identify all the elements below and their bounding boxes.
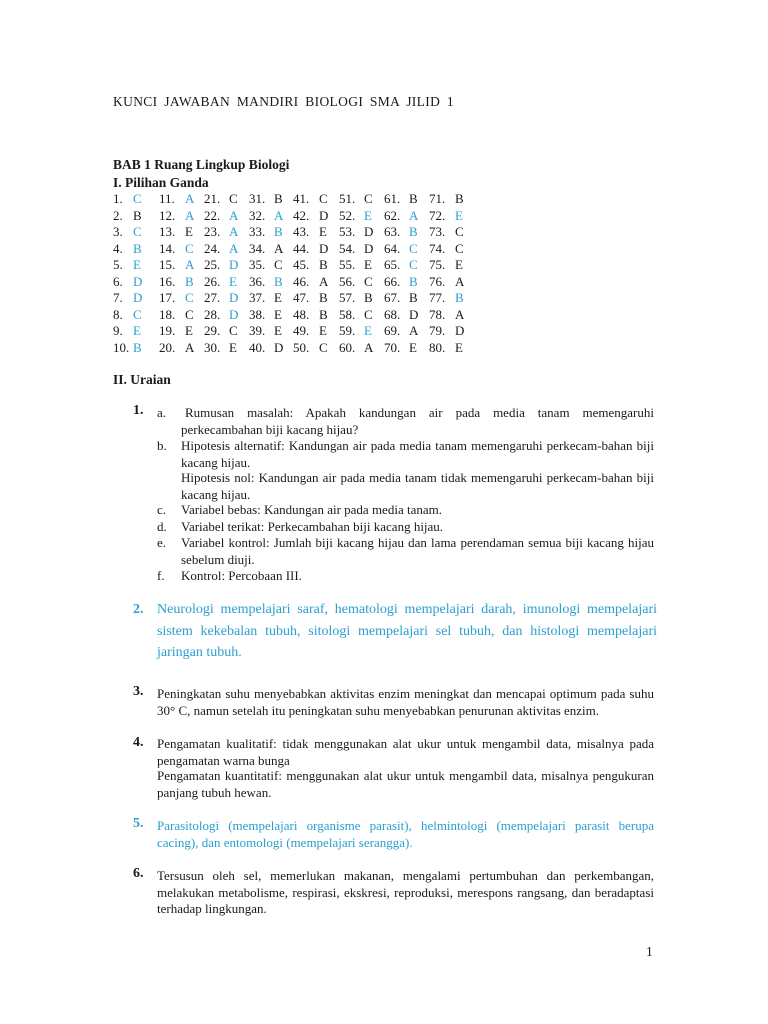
- answer-letter: E: [319, 323, 327, 338]
- answer-cell: [384, 306, 419, 324]
- answer-letter: A: [455, 306, 465, 322]
- question-number: 74.: [429, 240, 446, 256]
- answer-letter: C: [409, 257, 418, 272]
- item-text: Variabel terikat: Perkecambahan biji kacang hijau.: [181, 519, 444, 534]
- answer-cell: [429, 240, 464, 258]
- item-text: Hipotesis nol: Kandungan air pada media tanam tidak memengaruhi perkecam-bahan biji kacang hijau.: [181, 470, 654, 502]
- answer-cell: [293, 191, 328, 208]
- question-number: 56.: [339, 273, 356, 289]
- answer-cell: [204, 240, 239, 258]
- answer-cell: [384, 224, 418, 241]
- answer-cell: [384, 207, 419, 225]
- question-number: 75.: [429, 257, 446, 272]
- chapter-title: BAB 1 Ruang Lingkup Biologi: [113, 157, 290, 172]
- answer-cell: [429, 191, 464, 208]
- question-number: 51.: [339, 191, 356, 206]
- answer-letter: E: [409, 339, 417, 355]
- question-number: 5.: [113, 257, 123, 272]
- answer-cell: [293, 273, 329, 291]
- answer-letter: D: [409, 306, 419, 322]
- question-number: 71.: [429, 191, 446, 206]
- question-6-answer: Tersusun oleh sel, memerlukan makanan, mengalami pertumbuhan dan perkembangan, melakukan metabolisme, respirasi, ekskresi, reproduksi, merespons rangsang, dan beradaptasi terhadap lingkungan.: [157, 868, 654, 916]
- answer-cell: [113, 257, 141, 274]
- question-number: 80.: [429, 339, 446, 355]
- question-number: 45.: [293, 257, 310, 272]
- answer-cell: [159, 290, 194, 307]
- question-number: 38.: [249, 306, 266, 322]
- answer-cell: [204, 224, 239, 241]
- answer-letter: A: [185, 339, 195, 355]
- answer-letter: B: [274, 191, 283, 206]
- essay-section-title: II. Uraian: [113, 372, 171, 387]
- answer-letter: B: [133, 207, 142, 223]
- answer-cell: [204, 290, 239, 307]
- answer-letter: D: [455, 323, 465, 338]
- answer-cell: [293, 207, 329, 225]
- answer-letter: C: [274, 257, 283, 272]
- question-1-number: 1.: [133, 403, 144, 418]
- question-5-number: 5.: [133, 816, 144, 831]
- question-4-answer-qualitative: Pengamatan kualitatif: tidak menggunakan alat ukur untuk mengambil data, misalnya pada pengamatan warna bunga: [157, 736, 654, 768]
- answer-letter: B: [409, 273, 418, 289]
- answer-letter: C: [364, 273, 373, 289]
- answer-cell: [293, 323, 327, 340]
- answer-letter: A: [274, 240, 284, 256]
- answer-cell: [429, 323, 465, 340]
- answer-letter: B: [455, 191, 464, 206]
- question-number: 4.: [113, 240, 123, 256]
- item-label: c.: [157, 502, 167, 517]
- question-number: 48.: [293, 306, 310, 322]
- question-number: 59.: [339, 323, 356, 338]
- question-number: 31.: [249, 191, 266, 206]
- answer-letter: E: [274, 290, 282, 305]
- question-number: 17.: [159, 290, 176, 305]
- answer-cell: [384, 290, 418, 307]
- answer-cell: [113, 224, 142, 241]
- answer-cell: [384, 257, 418, 274]
- question-number: 62.: [384, 207, 401, 223]
- question-number: 67.: [384, 290, 401, 305]
- question-number: 6.: [113, 273, 123, 289]
- question-number: 49.: [293, 323, 310, 338]
- answer-letter: E: [133, 323, 141, 338]
- page-number: 1: [646, 944, 653, 959]
- answer-cell: [159, 306, 194, 324]
- answer-letter: C: [185, 290, 194, 305]
- answer-letter: C: [185, 240, 194, 256]
- question-3-answer: Peningkatan suhu menyebabkan aktivitas enzim meningkat dan mencapai optimum pada suhu 30° C, namun setelah itu peningkatan suhu menyebabkan penurunan aktivitas enzim.: [157, 686, 654, 718]
- answer-letter: D: [319, 207, 329, 223]
- question-number: 52.: [339, 207, 356, 223]
- answer-letter: E: [185, 224, 193, 239]
- answer-cell: [249, 224, 283, 241]
- answer-cell: [429, 257, 463, 274]
- question-number: 61.: [384, 191, 401, 206]
- answer-cell: [249, 273, 283, 291]
- answer-cell: [113, 306, 142, 324]
- answer-cell: [429, 306, 465, 324]
- question-number: 37.: [249, 290, 266, 305]
- question-number: 16.: [159, 273, 176, 289]
- answer-letter: A: [229, 240, 239, 256]
- answer-letter: B: [133, 339, 142, 355]
- question-3-number: 3.: [133, 684, 144, 699]
- question-number: 46.: [293, 273, 310, 289]
- answer-cell: [293, 306, 328, 324]
- question-number: 13.: [159, 224, 176, 239]
- item-text: Hipotesis alternatif: Kandungan air pada media tanam memengaruhi perkecam-bahan biji kacang hijau.: [181, 438, 654, 470]
- question-2-number: 2.: [133, 602, 144, 617]
- answer-letter: A: [274, 207, 284, 223]
- answer-letter: E: [455, 207, 463, 223]
- question-number: 22.: [204, 207, 221, 223]
- answer-letter: A: [229, 207, 239, 223]
- answer-cell: [293, 339, 328, 357]
- answer-letter: C: [364, 306, 373, 322]
- answer-cell: [159, 224, 193, 241]
- question-number: 73.: [429, 224, 446, 239]
- answer-letter: A: [455, 273, 465, 289]
- answer-letter: C: [229, 191, 238, 206]
- question-number: 66.: [384, 273, 401, 289]
- answer-letter: A: [185, 191, 195, 206]
- item-text: Variabel bebas: Kandungan air pada media tanam.: [181, 502, 442, 517]
- question-number: 21.: [204, 191, 221, 206]
- answer-cell: [113, 191, 142, 208]
- answer-letter: D: [133, 290, 143, 305]
- answer-cell: [113, 207, 142, 225]
- answer-letter: C: [319, 191, 328, 206]
- answer-cell: [113, 290, 143, 307]
- answer-cell: [249, 191, 283, 208]
- answer-letter: C: [455, 224, 464, 239]
- answer-letter: B: [274, 224, 283, 239]
- question-number: 25.: [204, 257, 221, 272]
- question-number: 3.: [113, 224, 123, 239]
- question-5-answer: Parasitologi (mempelajari organisme parasit), helmintologi (mempelajari parasit berupa cacing), dan entomologi (mempelajari serangga).: [157, 818, 654, 850]
- question-number: 57.: [339, 290, 356, 305]
- answer-cell: [159, 191, 195, 208]
- answer-cell: [339, 290, 373, 307]
- question-number: 68.: [384, 306, 401, 322]
- answer-cell: [384, 191, 418, 208]
- question-number: 14.: [159, 240, 176, 256]
- question-number: 41.: [293, 191, 310, 206]
- answer-cell: [339, 224, 374, 241]
- question-number: 8.: [113, 306, 123, 322]
- answer-letter: B: [319, 290, 328, 305]
- item-label: b.: [157, 438, 167, 453]
- answer-cell: [293, 290, 328, 307]
- question-number: 77.: [429, 290, 446, 305]
- question-number: 19.: [159, 323, 176, 338]
- answer-cell: [429, 224, 464, 241]
- item-label: a.: [157, 405, 167, 420]
- answer-letter: E: [133, 257, 141, 272]
- answer-cell: [204, 339, 237, 357]
- question-number: 53.: [339, 224, 356, 239]
- answer-cell: [113, 323, 141, 340]
- answer-letter: B: [409, 290, 418, 305]
- answer-letter: D: [319, 240, 329, 256]
- answer-letter: A: [185, 207, 195, 223]
- answer-cell: [249, 323, 282, 340]
- answer-letter: C: [319, 339, 328, 355]
- answer-cell: [339, 339, 374, 357]
- question-number: 58.: [339, 306, 356, 322]
- answer-letter: E: [455, 257, 463, 272]
- answer-cell: [113, 273, 143, 291]
- question-number: 28.: [204, 306, 221, 322]
- answer-cell: [159, 240, 194, 258]
- question-number: 70.: [384, 339, 401, 355]
- question-number: 40.: [249, 339, 266, 355]
- answer-letter: D: [364, 240, 374, 256]
- question-number: 9.: [113, 323, 123, 338]
- answer-letter: E: [319, 224, 327, 239]
- answer-letter: A: [185, 257, 195, 272]
- answer-cell: [159, 323, 193, 340]
- answer-letter: D: [229, 257, 239, 272]
- question-number: 65.: [384, 257, 401, 272]
- item-label: f.: [157, 568, 165, 583]
- answer-cell: [204, 257, 239, 274]
- answer-cell: [159, 207, 195, 225]
- multiple-choice-section-title: I. Pilihan Ganda: [113, 175, 209, 190]
- answer-letter: E: [185, 323, 193, 338]
- answer-letter: E: [455, 339, 463, 355]
- answer-letter: B: [409, 224, 418, 239]
- question-number: 12.: [159, 207, 176, 223]
- answer-letter: E: [364, 323, 372, 338]
- question-number: 7.: [113, 290, 123, 305]
- answer-letter: C: [185, 306, 194, 322]
- answer-letter: A: [229, 224, 239, 239]
- question-number: 30.: [204, 339, 221, 355]
- answer-letter: B: [133, 240, 142, 256]
- item-text: Variabel kontrol: Jumlah biji kacang hijau dan lama perendaman semua biji kacang hijau sebelum diuji.: [181, 535, 654, 567]
- answer-cell: [159, 257, 195, 274]
- question-number: 39.: [249, 323, 266, 338]
- answer-cell: [204, 306, 239, 324]
- answer-letter: E: [229, 339, 237, 355]
- question-number: 79.: [429, 323, 446, 338]
- question-number: 32.: [249, 207, 266, 223]
- question-number: 54.: [339, 240, 356, 256]
- document-title: KUNCI JAWABAN MANDIRI BIOLOGI SMA JILID 1: [113, 94, 455, 109]
- question-number: 72.: [429, 207, 446, 223]
- answer-letter: C: [133, 306, 142, 322]
- answer-cell: [429, 207, 463, 225]
- question-number: 78.: [429, 306, 446, 322]
- question-number: 18.: [159, 306, 176, 322]
- answer-cell: [339, 240, 374, 258]
- question-number: 1.: [113, 191, 123, 206]
- answer-cell: [249, 290, 282, 307]
- answer-letter: D: [229, 306, 239, 322]
- answer-letter: C: [455, 240, 464, 256]
- answer-cell: [384, 273, 418, 291]
- answer-letter: B: [319, 257, 328, 272]
- question-number: 44.: [293, 240, 310, 256]
- question-number: 20.: [159, 339, 176, 355]
- answer-cell: [204, 323, 238, 340]
- question-number: 29.: [204, 323, 221, 338]
- question-number: 76.: [429, 273, 446, 289]
- question-number: 64.: [384, 240, 401, 256]
- answer-cell: [293, 257, 328, 274]
- answer-cell: [249, 207, 284, 225]
- question-number: 50.: [293, 339, 310, 355]
- question-number: 26.: [204, 273, 221, 289]
- item-text: Rumusan masalah: Apakah kandungan air pada media tanam memengaruhi perkecambahan biji kacang hijau?: [181, 405, 654, 437]
- answer-letter: D: [364, 224, 374, 239]
- answer-cell: [113, 240, 142, 258]
- question-2-answer: Neurologi mempelajari saraf, hematologi mempelajari darah, imunologi mempelajari sistem kekebalan tubuh, sitologi mempelajari sel tubuh, dan histologi mempelajari jaringan tubuh.: [157, 602, 657, 660]
- question-number: 23.: [204, 224, 221, 239]
- answer-letter: C: [364, 191, 373, 206]
- answer-cell: [293, 240, 329, 258]
- answer-letter: B: [455, 290, 464, 305]
- answer-letter: B: [185, 273, 194, 289]
- answer-letter: D: [229, 290, 239, 305]
- item-label: e.: [157, 535, 167, 550]
- question-number: 10.: [113, 339, 130, 355]
- question-number: 34.: [249, 240, 266, 256]
- answer-letter: C: [133, 191, 142, 206]
- question-number: 15.: [159, 257, 176, 272]
- question-number: 42.: [293, 207, 310, 223]
- question-number: 35.: [249, 257, 266, 272]
- answer-cell: [429, 273, 465, 291]
- answer-letter: B: [319, 306, 328, 322]
- question-number: 60.: [339, 339, 356, 355]
- answer-cell: [339, 273, 373, 291]
- answer-letter: C: [409, 240, 418, 256]
- question-number: 36.: [249, 273, 266, 289]
- answer-cell: [249, 339, 284, 357]
- answer-letter: E: [229, 273, 237, 289]
- answer-cell: [429, 290, 464, 307]
- answer-letter: E: [274, 306, 282, 322]
- answer-cell: [339, 257, 372, 274]
- question-4-number: 4.: [133, 735, 144, 750]
- answer-cell: [339, 323, 372, 340]
- answer-cell: [249, 306, 282, 324]
- question-number: 69.: [384, 323, 401, 338]
- answer-cell: [293, 224, 327, 241]
- answer-letter: E: [274, 323, 282, 338]
- question-number: 47.: [293, 290, 310, 305]
- answer-cell: [384, 240, 418, 258]
- answer-cell: [204, 273, 237, 291]
- answer-letter: C: [229, 323, 238, 338]
- answer-cell: [159, 339, 195, 357]
- answer-letter: B: [364, 290, 373, 305]
- answer-cell: [113, 339, 142, 357]
- item-text: Kontrol: Percobaan III.: [181, 568, 302, 583]
- answer-cell: [339, 306, 373, 324]
- answer-cell: [204, 191, 238, 208]
- answer-cell: [204, 207, 239, 225]
- answer-letter: E: [364, 207, 372, 223]
- question-number: 63.: [384, 224, 401, 239]
- question-number: 43.: [293, 224, 310, 239]
- question-4-answer-quantitative: Pengamatan kuantitatif: menggunakan alat ukur untuk mengambil data, misalnya pengukuran panjang tubuh hewan.: [157, 768, 654, 800]
- answer-letter: B: [274, 273, 283, 289]
- answer-letter: E: [364, 257, 372, 272]
- answer-letter: A: [409, 323, 419, 338]
- answer-cell: [159, 273, 194, 291]
- item-label: d.: [157, 519, 167, 534]
- answer-letter: A: [364, 339, 374, 355]
- answer-letter: C: [133, 224, 142, 239]
- question-number: 2.: [113, 207, 123, 223]
- answer-cell: [249, 257, 283, 274]
- answer-letter: A: [319, 273, 329, 289]
- question-number: 55.: [339, 257, 356, 272]
- answer-cell: [429, 339, 463, 357]
- question-number: 24.: [204, 240, 221, 256]
- question-6-number: 6.: [133, 866, 144, 881]
- answer-letter: D: [274, 339, 284, 355]
- answer-cell: [339, 207, 372, 225]
- answer-cell: [384, 323, 419, 340]
- answer-cell: [339, 191, 373, 208]
- answer-letter: A: [409, 207, 419, 223]
- question-number: 11.: [159, 191, 175, 206]
- answer-cell: [384, 339, 417, 357]
- answer-letter: B: [409, 191, 418, 206]
- answer-cell: [249, 240, 284, 258]
- question-number: 27.: [204, 290, 221, 305]
- question-number: 33.: [249, 224, 266, 239]
- answer-letter: D: [133, 273, 143, 289]
